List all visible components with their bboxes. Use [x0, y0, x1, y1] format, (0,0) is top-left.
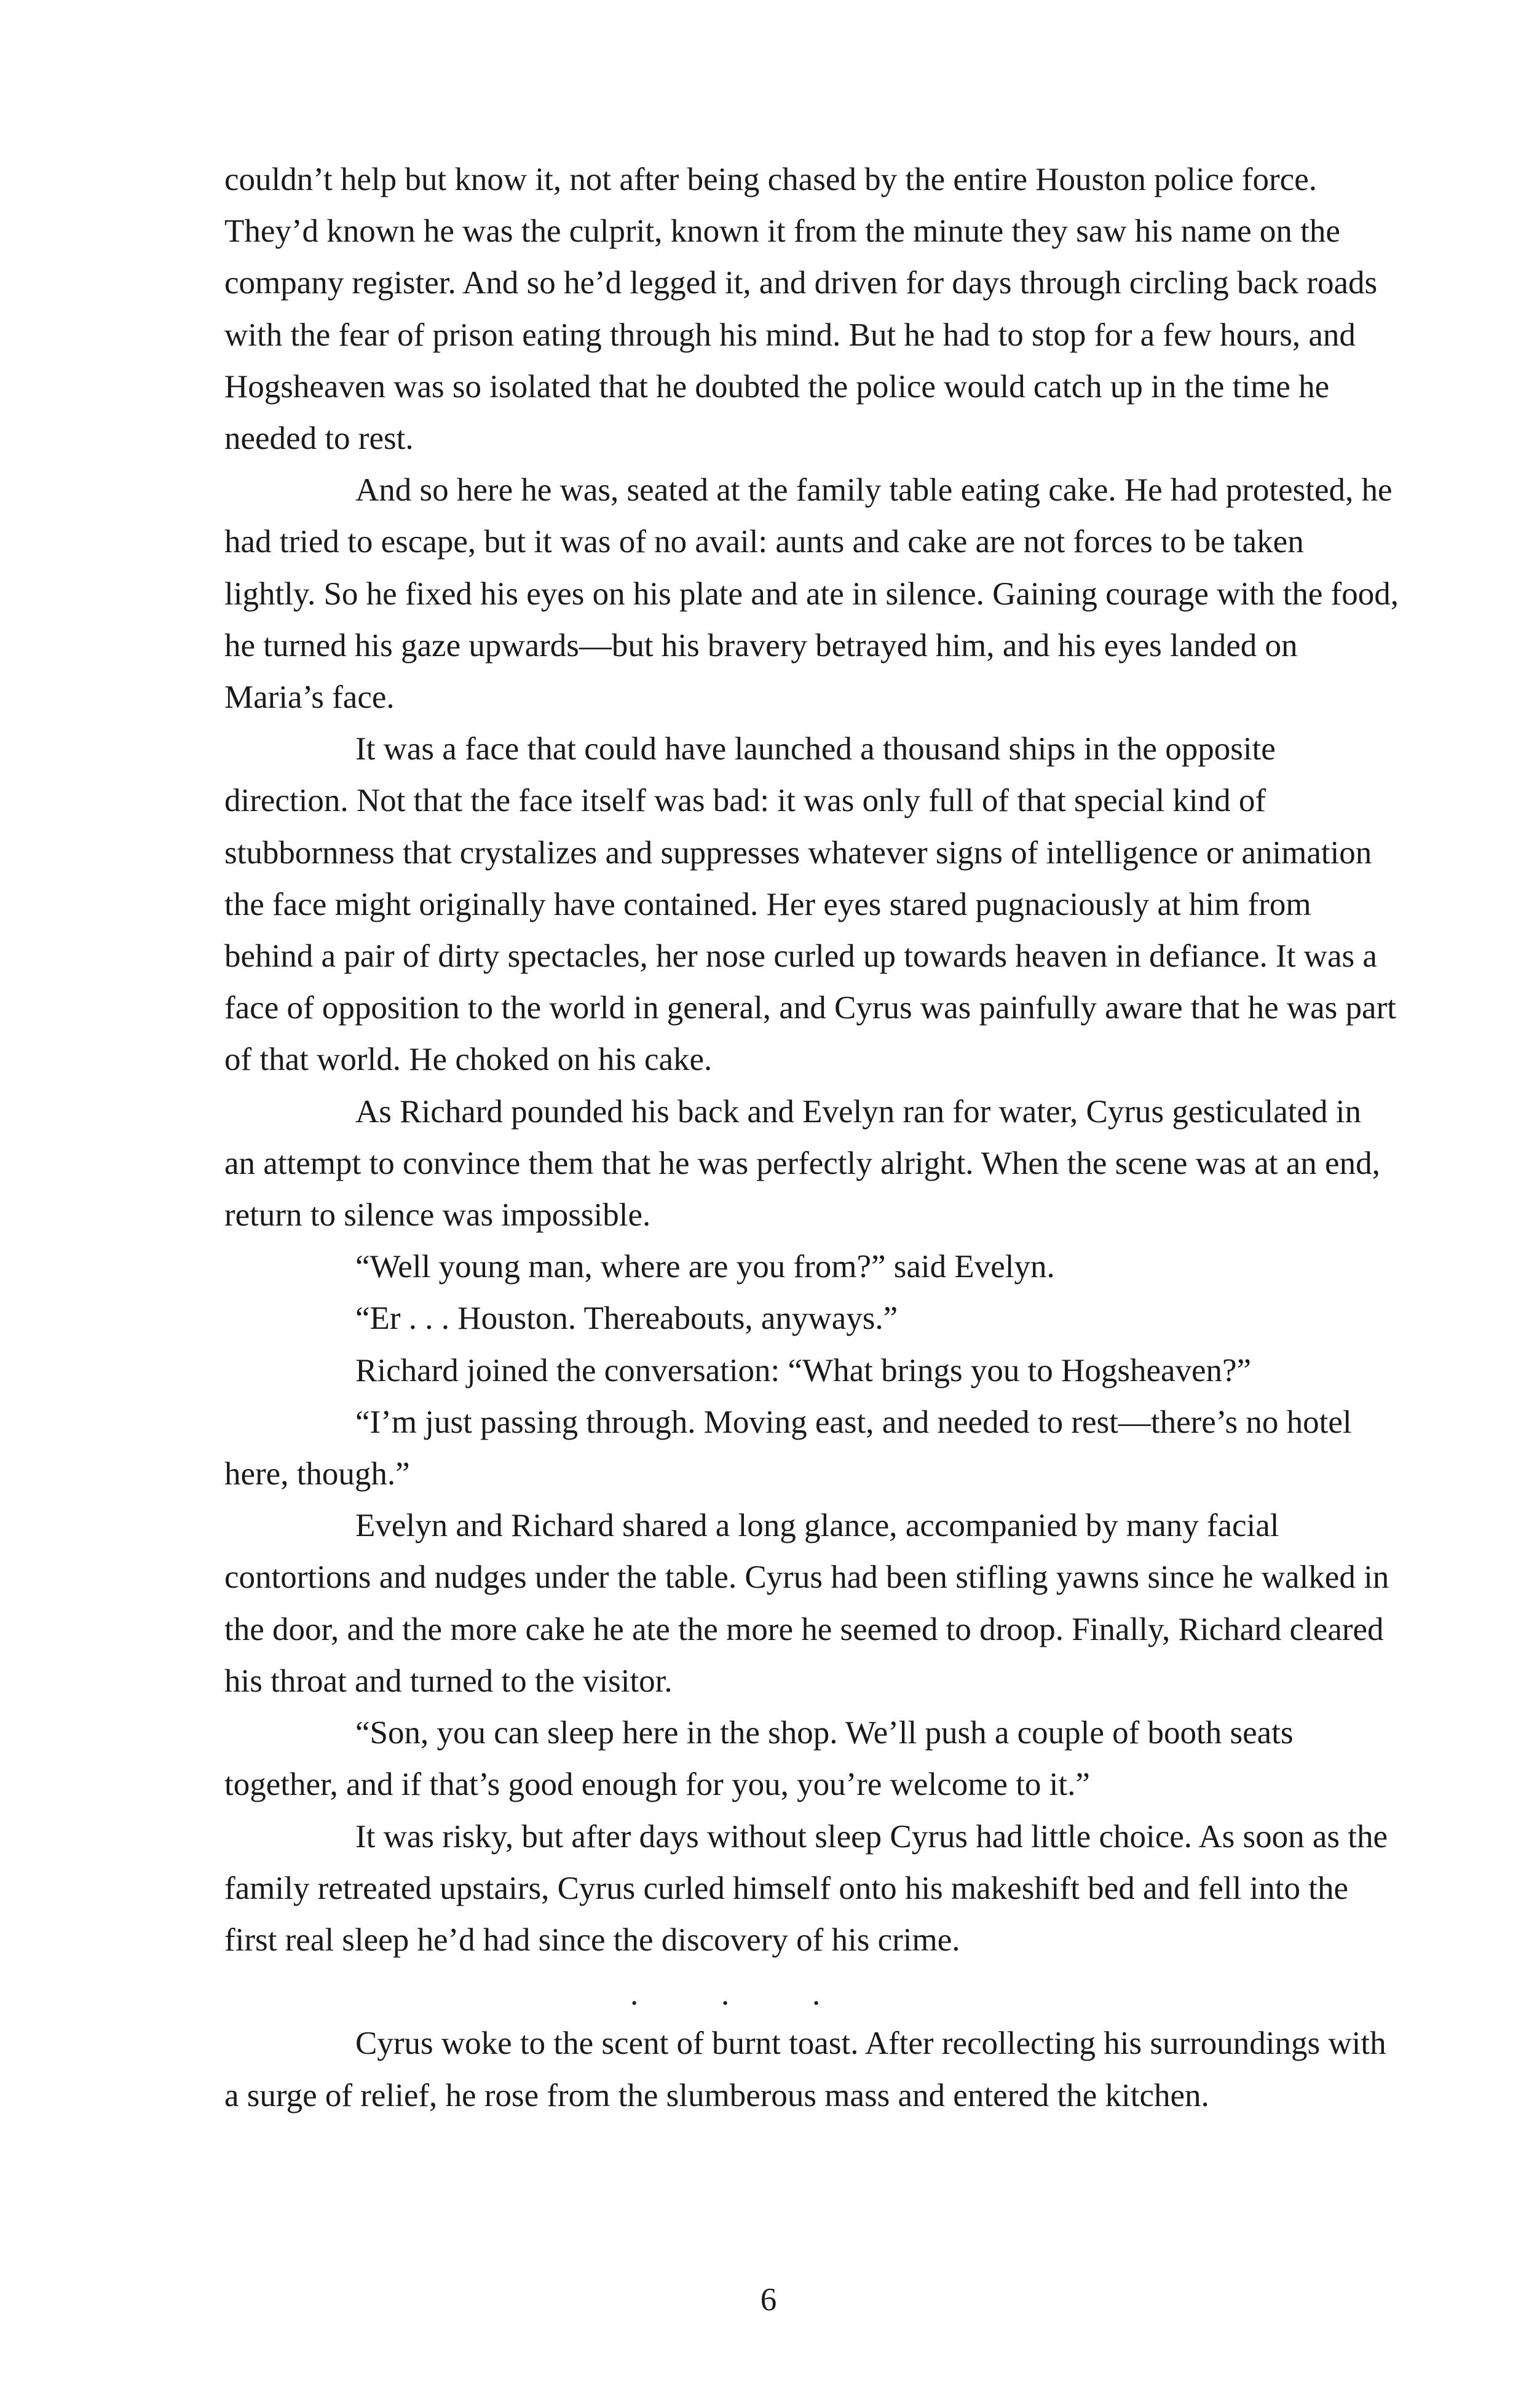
paragraph: It was a face that could have launched a thousand ships in the opposite direction. Not that the face itself was bad: it was only full of that special kind of stubbornness that crystalizes and suppresses whatever signs of intelligence or animation the face might originally have contained. Her eyes stared pugnaciously at him from behind a pair of dirty spectacles, her nose curled up towards heaven in defiance. It was a face of opposition to the world in general, and Cyrus was painfully aware that he was part of that world. He choked on his cake.	[224, 731, 1396, 1078]
page-number: 6	[760, 2282, 777, 2318]
dialogue-line: “Er . . . Houston. Thereabouts, anyways.”	[355, 1301, 898, 1337]
paragraph: Evelyn and Richard shared a long glance, accompanied by many facial contortions and nudges under the table. Cyrus had been stifling yawns since he walked in the door, and the more cake he ate the more he seemed to droop. Finally, Richard cleared his throat and turned to the visitor.	[224, 1508, 1389, 1699]
paragraph: Cyrus woke to the scent of burnt toast. After recollecting his surroundings with a surge of relief, he rose from the slumberous mass and entered the kitchen.	[224, 2026, 1386, 2113]
dialogue-line: “I’m just passing through. Moving east, and needed to rest—there’s no hotel here, though.”	[224, 1404, 1352, 1492]
dialogue-line: Richard joined the conversation: “What brings you to Hogsheaven?”	[355, 1352, 1252, 1388]
scene-break-dot: .	[721, 1976, 730, 2013]
paragraph-continuation: couldn’t help but know it, not after being chased by the entire Houston police force. They’d known he was the culprit, known it from the minute they saw his name on the company register. And so he’d legged it, and driven for days through circling back roads with the fear of prison eating through his mind. But he had to stop for a few hours, and Hogsheaven was so isolated that he doubted the police would catch up in the time he needed to rest.	[224, 162, 1378, 457]
scene-break	[224, 1966, 1399, 2018]
dialogue-line: “Son, you can sleep here in the shop. We’ll push a couple of booth seats together, and if that’s good enough for you, you’re welcome to it.”	[224, 1715, 1294, 1803]
dialogue-line: “Well young man, where are you from?” said Evelyn.	[355, 1249, 1055, 1285]
paragraph: It was risky, but after days without sleep Cyrus had little choice. As soon as the family retreated upstairs, Cyrus curled himself onto his makeshift bed and fell into the first real sleep he’d had since the discovery of his crime.	[224, 1818, 1388, 1958]
paragraph: And so here he was, seated at the family table eating cake. He had protested, he had tried to escape, but it was of no avail: aunts and cake are not forces to be taken lightly. So he fixed his eyes on his plate and ate in silence. Gaining courage with the food, he turned his gaze upwards—but his bravery betrayed him, and his eyes landed on Maria’s face.	[224, 472, 1399, 716]
scene-break-dot: .	[630, 1976, 639, 2013]
scene-break-dot: .	[812, 1976, 821, 2013]
body-text	[224, 154, 1399, 2121]
paragraph: As Richard pounded his back and Evelyn ran for water, Cyrus gesticulated in an attempt to convince them that he was perfectly alright. When the scene was at an end, return to silence was impossible.	[224, 1093, 1380, 1234]
